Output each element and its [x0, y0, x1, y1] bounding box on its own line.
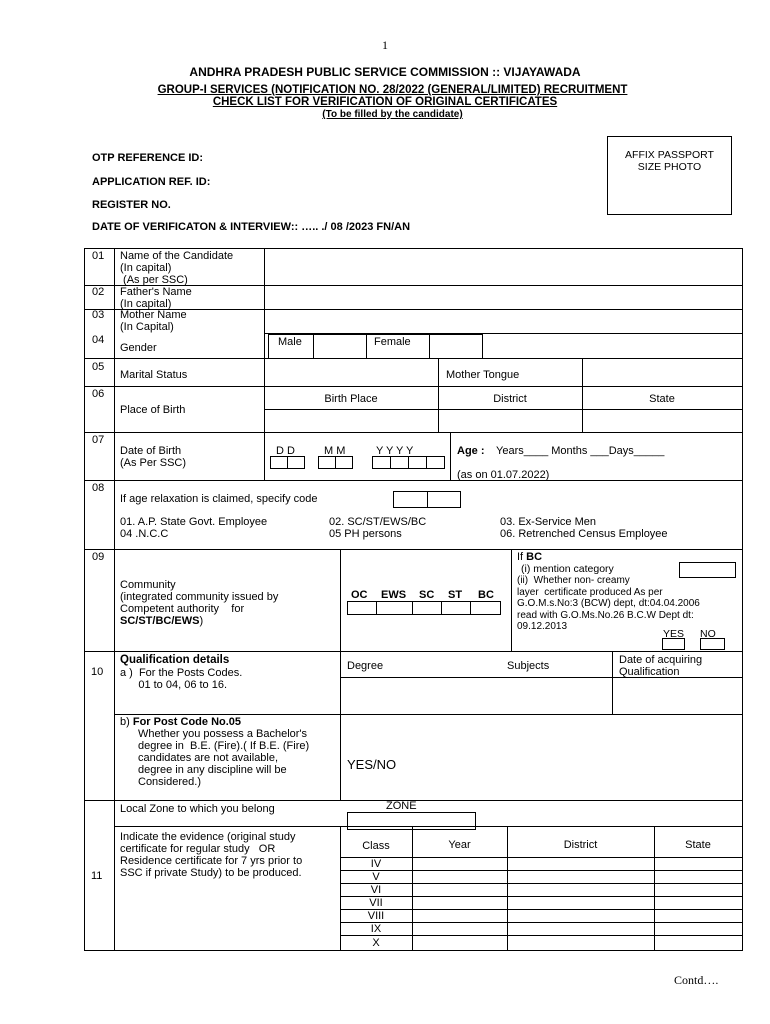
relaxation-option: 04 .N.C.C [120, 528, 169, 540]
district-header: District [493, 393, 527, 405]
row-number: 07 [92, 434, 105, 446]
cat-st: ST [448, 589, 463, 601]
photo-box [607, 136, 732, 215]
form-note: (To be filled by the candidate) [322, 109, 463, 120]
class-row: V [372, 871, 380, 883]
row-number: 09 [92, 551, 105, 563]
row-number: 04 [92, 334, 105, 346]
form-subtitle: CHECK LIST FOR VERIFICATION OF ORIGINAL CERTIFICATES [212, 96, 558, 108]
date-acquiring-header: Date of acquiring Qualification [619, 654, 703, 678]
date-of-verification-field: DATE OF VERIFICATON & INTERVIEW:: ….. ./ 08 /2023 FN/AN [92, 221, 411, 233]
org-title: ANDHRA PRADESH PUBLIC SERVICE COMMISSION :: VIJAYAWADA [189, 65, 581, 79]
row-number: 08 [92, 482, 105, 494]
father-name-label: Father's Name (In capital) [120, 286, 192, 310]
relaxation-option: 02. SC/ST/EWS/BC [329, 516, 427, 528]
state-header: State [685, 839, 711, 851]
row-number: 10 [91, 666, 104, 678]
community-boxes[interactable] [347, 601, 501, 615]
class-header: Class [362, 840, 390, 852]
state-header: State [649, 393, 675, 405]
relaxation-option: 05 PH persons [329, 528, 402, 540]
row-number: 01 [92, 250, 105, 262]
class-row: IX [370, 923, 382, 935]
dob-yyyy-label: Y Y Y Y [376, 445, 414, 457]
row-number: 05 [92, 361, 105, 373]
dob-dd-label: D D [276, 445, 295, 457]
page-number: 1 [382, 38, 388, 52]
bc-mention-category: (i) mention category [521, 563, 614, 575]
yes-no-answer: YES/NO [347, 757, 397, 772]
qualification-title: Qualification details [120, 654, 230, 666]
degree-header: Degree [347, 660, 384, 672]
register-no-field: REGISTER NO. [92, 199, 171, 211]
age-as-on: (as on 01.07.2022) [457, 469, 550, 481]
class-row: VI [370, 884, 382, 896]
place-of-birth-label: Place of Birth [120, 404, 186, 416]
bc-no-label: NO [700, 628, 716, 640]
district-header: District [563, 839, 598, 851]
community-label: Community (integrated community issued by Competent authority for SC/ST/BC/EWS) [120, 579, 279, 627]
cat-bc: BC [478, 589, 494, 601]
post-code-05-heading: b) For Post Code No.05 [120, 716, 242, 728]
age-relaxation-label: If age relaxation is claimed, specify code [120, 493, 318, 505]
photo-box-label: AFFIX PASSPORT SIZE PHOTO [625, 149, 714, 173]
class-row: VII [369, 897, 383, 909]
dob-mm-label: M M [324, 445, 346, 457]
marital-status-label: Marital Status [120, 369, 188, 381]
year-header: Year [448, 839, 471, 851]
bc-heading: If BC [517, 551, 543, 563]
application-ref-field: APPLICATION REF. ID: [92, 176, 211, 188]
post-code-05-text: Whether you possess a Bachelor's degree in B.E. (Fire).( If B.E. (Fire) candidates are not available, degree in any discipline will be Considered.) [138, 728, 310, 788]
class-row: IV [370, 858, 382, 870]
local-zone-label: Local Zone to which you belong [120, 803, 275, 815]
form-title: GROUP-I SERVICES (NOTIFICATION NO. 28/2022 (GENERAL/LIMITED) RECRUITMENT [157, 84, 628, 96]
row-number: 06 [92, 388, 105, 400]
otp-reference-field: OTP REFERENCE ID: [92, 152, 204, 164]
male-label: Male [278, 336, 302, 348]
dob-label: Date of Birth (As Per SSC) [120, 445, 187, 469]
class-row: VIII [367, 910, 385, 922]
cat-ews: EWS [381, 589, 407, 601]
name-label: Name of the Candidate (In capital) (As per SSC) [120, 250, 234, 286]
row-number: 11 [91, 870, 103, 882]
cat-oc: OC [351, 589, 368, 601]
zone-label: ZONE [386, 800, 417, 812]
relaxation-option: 06. Retrenched Census Employee [500, 528, 668, 540]
relaxation-option: 01. A.P. State Govt. Employee [120, 516, 268, 528]
continued-footer: Contd…. [674, 973, 719, 987]
age-text: Years____ Months ___Days_____ [496, 445, 665, 457]
birth-place-header: Birth Place [324, 393, 378, 405]
class-row: X [372, 937, 380, 949]
female-label: Female [374, 336, 411, 348]
cat-sc: SC [419, 589, 435, 601]
mother-tongue-label: Mother Tongue [446, 369, 520, 381]
bc-creamy-layer-text: (ii) Whether non- creamy layer certificate produced As per G.O.M.s.No:3 (BCW) dept, dt:04.04.2006 read with G.O.Ms.No.26 B.C.W Dept dt: 09.12.2013 [517, 575, 700, 632]
row-number: 03 [92, 309, 105, 321]
evidence-label: Indicate the evidence (original study certificate for regular study OR Residence certificate for 7 yrs prior to SSC if private Study) to be produced. [120, 831, 303, 879]
bc-yes-label: YES [663, 628, 685, 640]
age-label: Age : [457, 445, 485, 457]
row-number: 02 [92, 286, 105, 298]
qualification-sub: a ) For the Posts Codes. 01 to 04, 06 to 16. [120, 667, 243, 691]
relaxation-option: 03. Ex-Service Men [500, 516, 596, 528]
gender-label: Gender [120, 342, 157, 354]
subjects-header: Subjects [507, 660, 550, 672]
mother-name-label: Mother Name (In Capital) [120, 309, 187, 333]
